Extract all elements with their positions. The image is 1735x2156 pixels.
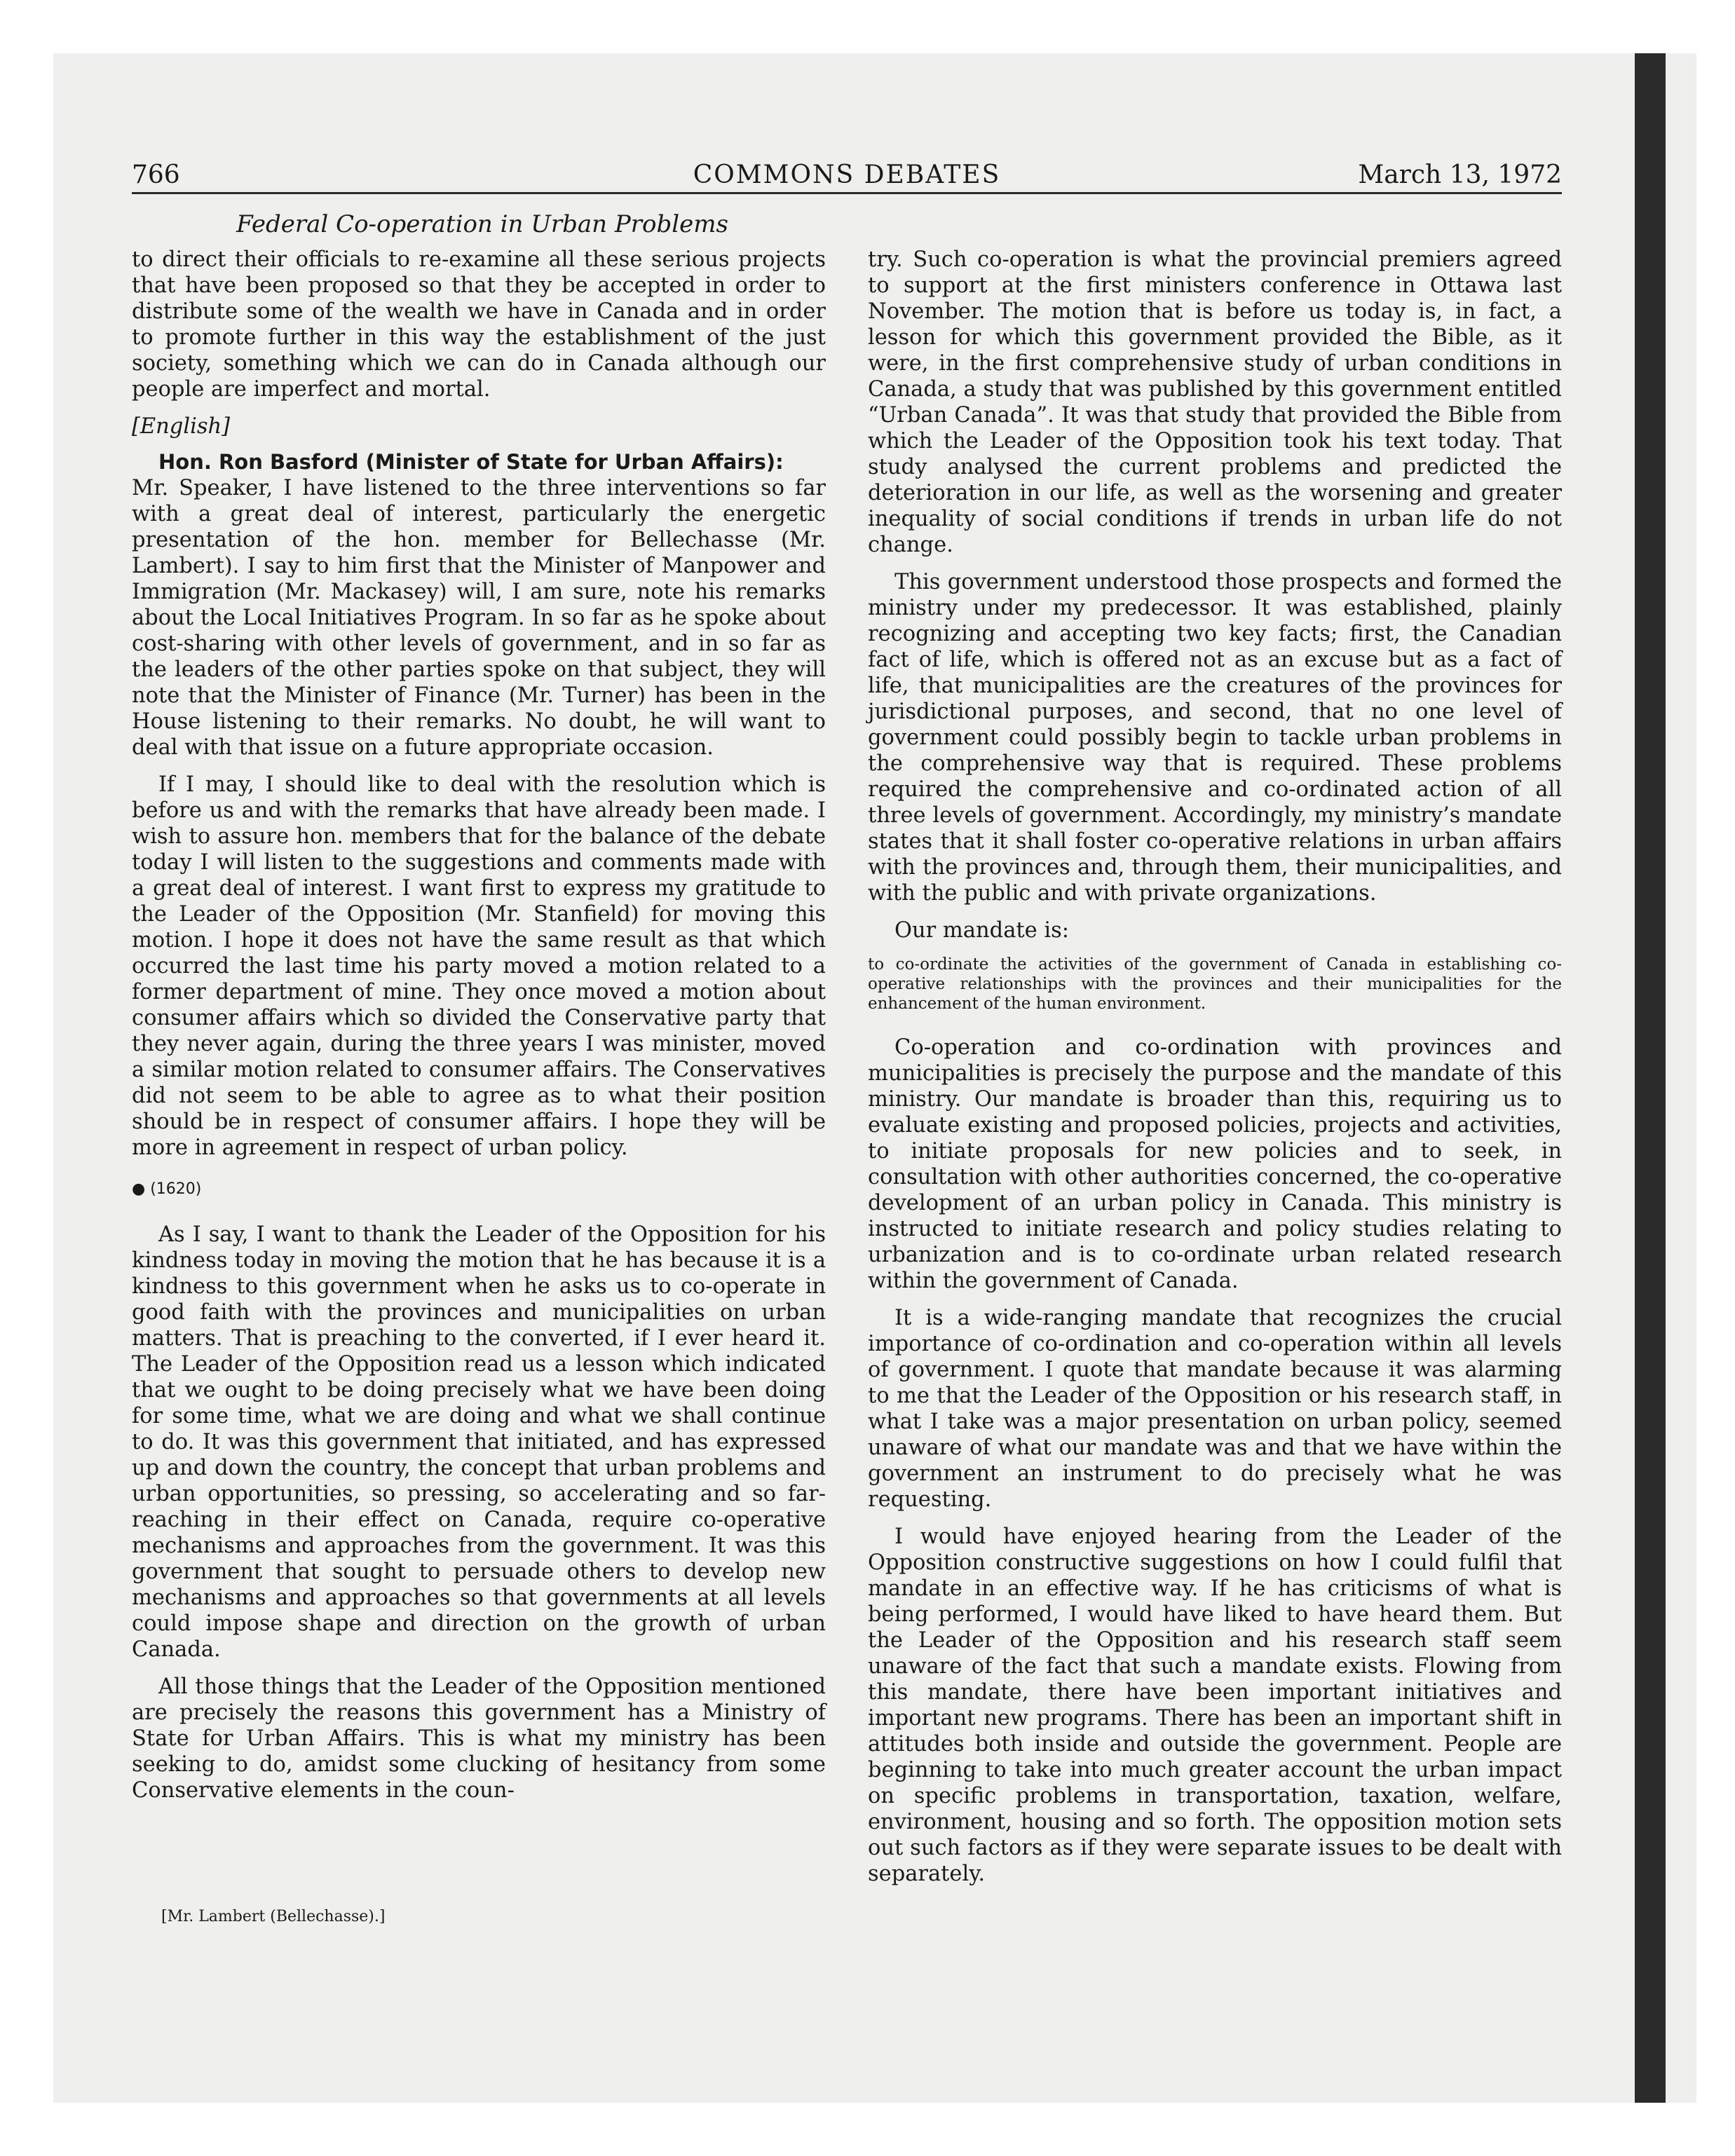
paragraph: Co-operation and co-ordination with provinces and municipalities is precisely the purpose and the mandate of this ministry. Our mandate is broader than this, requiring us to evaluate existing and proposed policies, projects and activities, to initiate proposals for new policies and to seek, in consultation with other authorities concerned, the co-operative development of an urban policy in Canada. This ministry is instructed to initiate research and policy studies relating to urbanization and is to co-ordinate urban related research within the government of Canada. — [868, 1035, 1562, 1293]
speech-paragraph — [132, 449, 826, 760]
block-quote: to co-ordinate the activities of the government of Canada in establishing co-operative relationships with the provinces and their municipalities for the enhancement of the human environment. — [868, 955, 1562, 1013]
page-header — [132, 151, 1562, 194]
paragraph: I would have enjoyed hearing from the Leader of the Opposition constructive suggestions on how I could fulfil that mandate in an effective way. If he has criticisms of what is being performed, I would have liked to have heard them. But the Leader of the Opposition and his research staff seem unaware of the fact that such a mandate exists. Flowing from this mandate, there have been important initiatives and important new programs. There has been an important shift in attitudes both inside and outside the government. People are beginning to take into much greater account the urban impact on specific problems in transportation, taxation, welfare, environment, housing and so forth. The opposition motion sets out such factors as if they were separate issues to be dealt with separately. — [868, 1524, 1562, 1886]
left-column — [132, 247, 826, 1815]
speaker-name: Hon. Ron Basford (Minister of State for Urban Affairs): — [158, 450, 784, 474]
timestamp: ● (1620) — [132, 1180, 202, 1198]
paragraph: Our mandate is: — [894, 918, 1070, 943]
paragraph: This government understood those prospects and formed the ministry under my predecessor. It was established, plainly recognizing and accepting two key facts; first, the Canadian fact of life, which is offered not as an excuse but as a fact of life, that municipalities are the creatures of the provinces for jurisdictional purposes, and second, that no one level of government could possibly begin to tackle urban problems in the comprehensive way that is required. These problems required the comprehensive and co-ordinated action of all three levels of government. Accordingly, my ministry’s mandate states that it shall foster co-operative relations in urban affairs with the provinces and, through them, their municipalities, and with the public and with private organizations. — [868, 570, 1562, 906]
paragraph: to direct their officials to re-examine all these serious projects that have been proposed so that they be accepted in order to distribute some of the wealth we have in Canada and in order to promote further in this way the establishment of the just society, something which we can do in Canada although our people are imperfect and mortal. — [132, 247, 826, 402]
paragraph: It is a wide-ranging mandate that recognizes the crucial importance of co-ordination and co-operation within all levels of government. I quote that mandate because it was alarming to me that the Leader of the Opposition or his research staff, in what I take was a major presentation on urban policy, seemed unaware of what our mandate was and that we have within the government an instrument to do precisely what he was requesting. — [868, 1306, 1562, 1512]
subject-heading: Federal Co-operation in Urban Problems — [236, 210, 728, 238]
paragraph: try. Such co-operation is what the provincial premiers agreed to support at the first ministers conference in Ottawa last November. The motion that is before us today is, in fact, a lesson for which this government provided the Bible, as it were, in the first comprehensive study of urban conditions in Canada, a study that was published by this government entitled “Urban Canada”. It was that study that provided the Bible from which the Leader of the Opposition took his text today. That study analysed the current problems and predicted the deterioration in our life, as well as the worsening and greater inequality of social conditions if trends in urban life do not change. — [868, 247, 1562, 557]
speech-text: Mr. Speaker, I have listened to the three interventions so far with a great deal of interest, particularly the energetic presentation of the hon. member for Bellechasse (Mr. Lambert). I say to him first that the Minister of Manpower and Immigration (Mr. Mackasey) will, I am sure, note his remarks about the Local Initiatives Program. In so far as he spoke about cost-sharing with other levels of government, and in so far as the leaders of the other parties spoke on that subject, they will note that the Minister of Finance (Mr. Turner) has been in the House listening to their remarks. No doubt, he will want to deal with that issue on a future appropriate occasion. — [132, 476, 826, 760]
publication-title: COMMONS DEBATES — [693, 161, 1001, 189]
language-marker: [English] — [132, 414, 231, 439]
page-footer: [Mr. Lambert (Bellechasse).] — [161, 1908, 386, 1925]
right-column — [868, 247, 1562, 1898]
page-date: March 13, 1972 — [1358, 161, 1562, 189]
page-number: 766 — [132, 161, 180, 189]
paragraph: If I may, I should like to deal with the resolution which is before us and with the remarks that have already been made. I wish to assure hon. members that for the balance of the debate today I will listen to the suggestions and comments made with a great deal of interest. I want first to express my gratitude to the Leader of the Opposition (Mr. Stanfield) for moving this motion. I hope it does not have the same result as that which occurred the last time his party moved a motion related to a former department of mine. They once moved a motion about consumer affairs which so divided the Conservative party that they never again, during the three years I was minister, moved a similar motion related to consumer affairs. The Conservatives did not seem to be able to agree as to what their position should be in respect of consumer affairs. I hope they will be more in agreement in respect of urban policy. — [132, 772, 826, 1160]
paragraph: As I say, I want to thank the Leader of the Opposition for his kindness today in moving the motion that he has because it is a kindness to this government when he asks us to co-operate in good faith with the provinces and municipalities on urban matters. That is preaching to the converted, if I ever heard it. The Leader of the Opposition read us a lesson which indicated that we ought to be doing precisely what we have been doing for some time, what we are doing and what we shall continue to do. It was this government that initiated, and has expressed up and down the country, the concept that urban problems and urban opportunities, so pressing, so accelerating and so far-reaching in their effect on Canada, require co-operative mechanisms and approaches from the government. It was this government that sought to persuade others to develop new mechanisms and approaches so that governments at all levels could impose shape and direction on the growth of urban Canada. — [132, 1222, 826, 1662]
binding-edge — [1635, 53, 1666, 2103]
paragraph: All those things that the Leader of the Opposition mentioned are precisely the reasons this government has a Ministry of State for Urban Affairs. This is what my ministry has been seeking to do, amidst some clucking of hesitancy from some Conservative elements in the coun- — [132, 1674, 826, 1803]
